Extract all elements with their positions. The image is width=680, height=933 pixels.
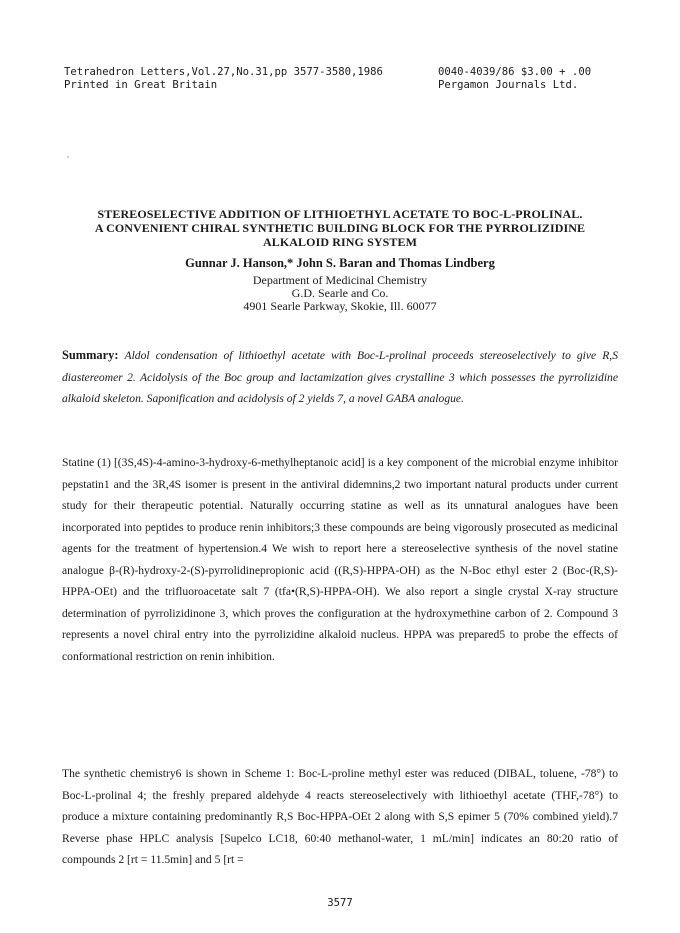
scan-speck — [67, 156, 69, 158]
paper-title — [60, 207, 620, 249]
summary-text: Aldol condensation of lithioethyl acetate with Boc-L-prolinal proceeds stereoselectively to give R,S diastereomer 2. Acidolysis of the Boc group and lactamization gives crystalline 3 which possesses the pyrrolizidine alkaloid skeleton. Saponification and acidolysis of 2 yields 7, a novel GABA analogue. — [62, 349, 618, 405]
affiliation-line: 4901 Searle Parkway, Skokie, Ill. 60077 — [243, 299, 437, 313]
affiliation — [60, 274, 620, 313]
price-code: 0040-4039/86 $3.00 + .00 — [438, 66, 592, 78]
journal-citation: Tetrahedron Letters,Vol.27,No.31,pp 3577-3580,1986 — [64, 66, 383, 78]
title-block — [60, 207, 620, 313]
body-paragraph-1: Statine (1) [(3S,4S)-4-amino-3-hydroxy-6-methylheptanoic acid] is a key component of the microbial enzyme inhibitor pepstatin1 and the 3R,4S isomer is present in the antiviral didemnins,2 two important natural products under current study for their therapeutic potential. Naturally occurring statine as well as its unnatural analogues have been incorporated into peptides to produce renin inhibitors;3 these compounds are being vigorously prosecuted as medicinal agents for the treatment of hypertension.4 We wish to report here a stereoselective synthesis of the novel statine analogue β-(R)-hydroxy-2-(S)-pyrrolidinepropionic acid ((R,S)-HPPA-OH) as the N-Boc ethyl ester 2 (Boc-(R,S)-HPPA-OEt) and the trifluoroacetate salt 7 (tfa•(R,S)-HPPA-OH). We also report a single crystal X-ray structure determination of pyrrolizidinone 3, which proves the configuration at the hydroxymethine carbon of 2. Compound 3 represents a novel chiral entry into the pyrrolizidine alkaloid nucleus. HPPA was prepared5 to probe the effects of conformational restriction on renin inhibition. — [62, 456, 618, 663]
publisher: Pergamon Journals Ltd. — [438, 79, 579, 91]
summary — [62, 345, 618, 410]
summary-label: Summary: — [62, 348, 119, 362]
printed-in: Printed in Great Britain — [64, 79, 218, 91]
body-paragraph-2: The synthetic chemistry6 is shown in Scheme 1: Boc-L-proline methyl ester was reduced (DIBAL, toluene, -78°) to Boc-L-prolinal 4; the freshly prepared aldehyde 4 reacts stereoselectively with lithioethyl acetate (THF,-78°) to produce a mixture containing predominantly R,S Boc-HPPA-OEt 2 along with S,S epimer 5 (70% combined yield).7 Reverse phase HPLC analysis [Supelco LC18, 60:40 methanol-water, 1 mL/min] indicates an 80:20 ratio of compounds 2 [rt = 11.5min] and 5 [rt = — [62, 767, 618, 866]
affiliation-line: G.D. Searle and Co. — [291, 286, 389, 300]
page-number: 3577 — [327, 897, 353, 909]
affiliation-line: Department of Medicinal Chemistry — [252, 273, 428, 287]
title-line: A CONVENIENT CHIRAL SYNTHETIC BUILDING BLOCK FOR THE PYRROLIZIDINE — [94, 221, 586, 235]
authors: Gunnar J. Hanson,* John S. Baran and Thomas Lindberg — [185, 256, 495, 270]
title-line: STEREOSELECTIVE ADDITION OF LITHIOETHYL ACETATE TO BOC-L-PROLINAL. — [97, 207, 583, 221]
title-line: ALKALOID RING SYSTEM — [262, 235, 418, 249]
journal-header — [64, 66, 616, 92]
